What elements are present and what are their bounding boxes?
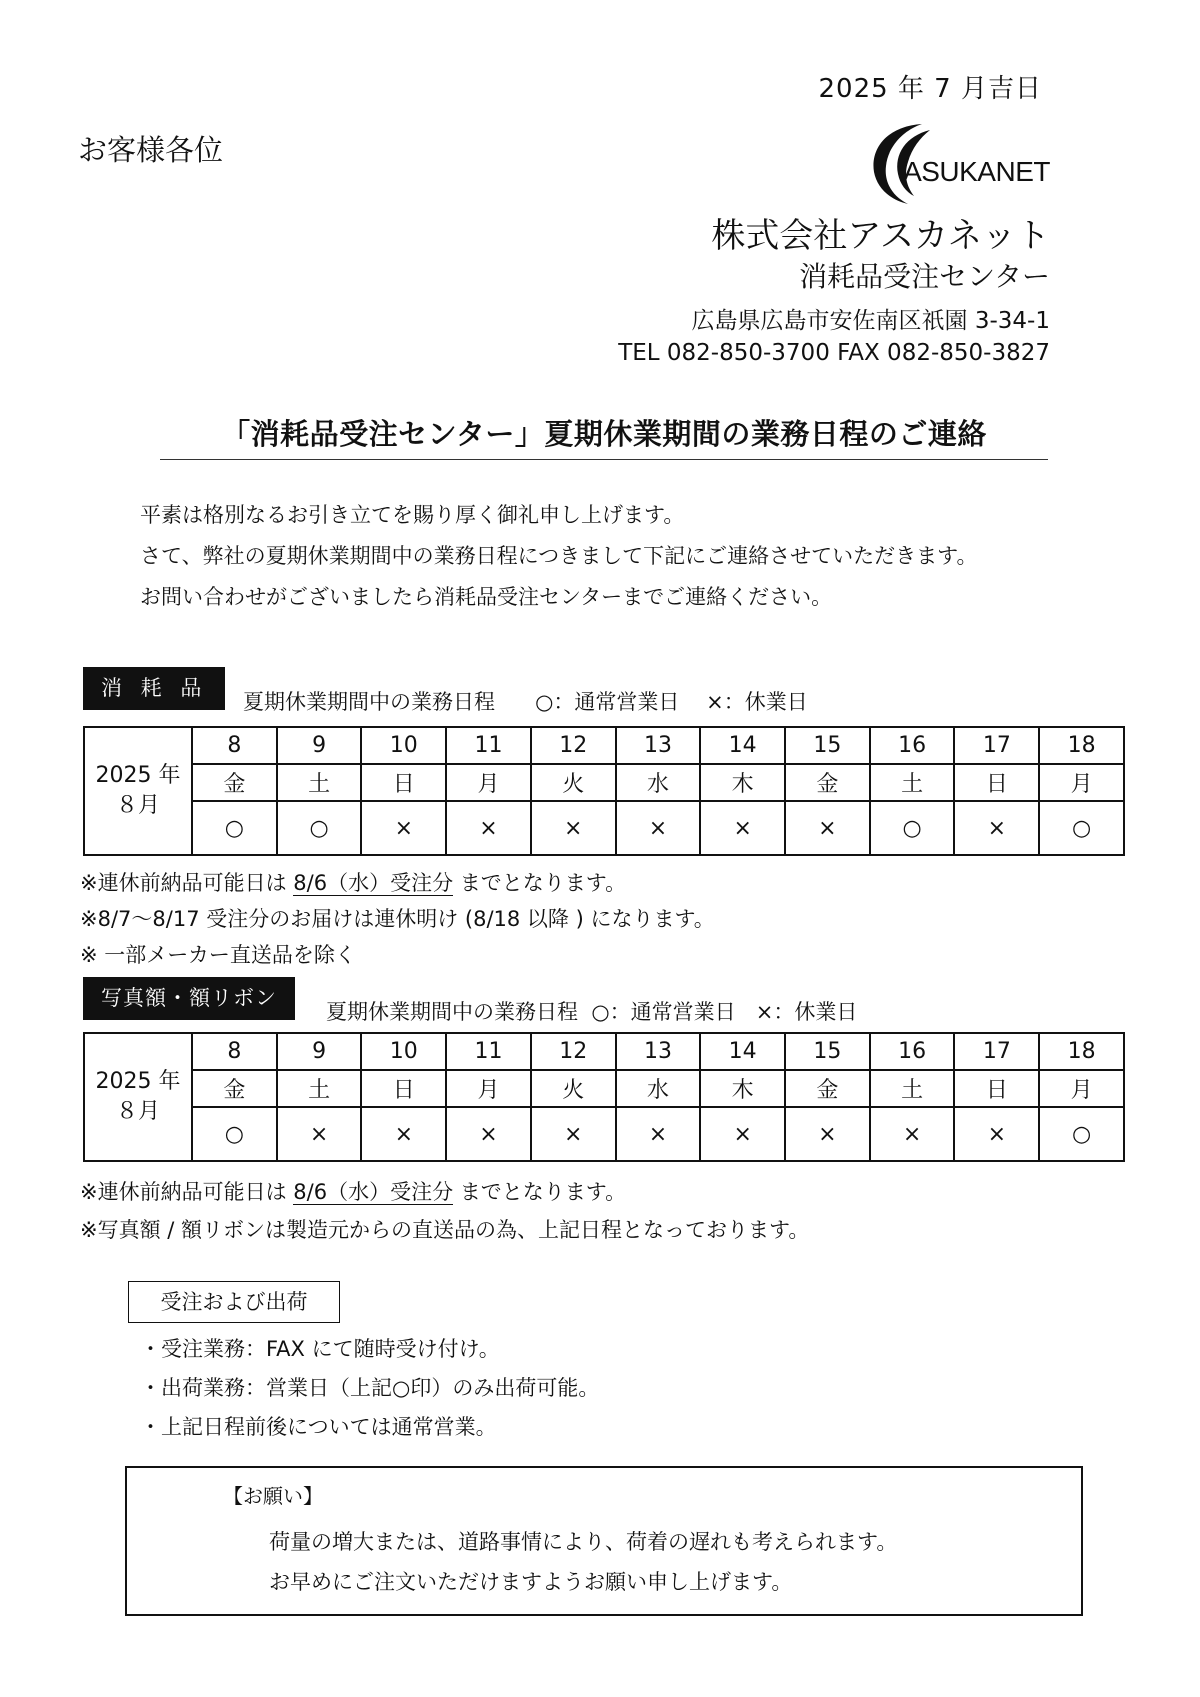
weekday-cell: 金 [192, 764, 277, 801]
month-label: ８月 [115, 793, 160, 818]
status-row [84, 801, 1124, 855]
status-cell: × [446, 1107, 531, 1161]
status-cell: ○ [1039, 801, 1124, 855]
day-cell: 9 [277, 1033, 362, 1070]
weekday-cell: 日 [361, 764, 446, 801]
year-month-cell [84, 727, 192, 855]
company-address: 広島県広島市安佐南区祇園 3-34-1 [691, 308, 1050, 334]
weekday-cell: 月 [446, 764, 531, 801]
intro-line: 平素は格別なるお引き立てを賜り厚く御礼申し上げます。 [140, 503, 685, 527]
day-cell: 9 [277, 727, 362, 764]
request-line: お早めにご注文いただけますようお願い申し上げます。 [269, 1570, 793, 1594]
consumables-legend [243, 686, 808, 716]
weekday-cell: 月 [446, 1070, 531, 1107]
status-cell: × [785, 801, 870, 855]
day-cell: 14 [700, 727, 785, 764]
day-cell: 12 [531, 1033, 616, 1070]
day-cell: 15 [785, 1033, 870, 1070]
status-cell: × [531, 1107, 616, 1161]
frames-calendar [83, 1032, 1125, 1162]
bullet-item: ・受注業務：FAX にて随時受け付け。 [140, 1337, 500, 1361]
status-cell: × [531, 801, 616, 855]
weekday-cell: 金 [785, 1070, 870, 1107]
status-cell: × [361, 801, 446, 855]
document-date: 2025 年 7 月吉日 [818, 74, 1042, 104]
day-cell: 13 [616, 1033, 701, 1070]
status-cell: × [277, 1107, 362, 1161]
status-cell: ○ [192, 1107, 277, 1161]
weekday-cell: 土 [870, 764, 955, 801]
weekday-row [84, 764, 1124, 801]
weekday-cell: 土 [870, 1070, 955, 1107]
consumables-calendar [83, 726, 1125, 856]
contact-numbers: TEL 082-850-3700 FAX 082-850-3827 [618, 340, 1050, 366]
frames-section-label: 写真額・額リボン [83, 977, 295, 1020]
weekday-cell: 土 [277, 764, 362, 801]
weekday-cell: 月 [1039, 764, 1124, 801]
consumables-note-2: ※8/7〜8/17 受注分のお届けは連休明け (8/18 以降 ) になります。 [80, 907, 715, 931]
status-cell: ○ [870, 801, 955, 855]
legend-title: 夏期休業期間中の業務日程 [326, 1000, 578, 1024]
logo-text: ASUKANET [903, 156, 1050, 187]
weekday-cell: 金 [192, 1070, 277, 1107]
legend-title: 夏期休業期間中の業務日程 [243, 690, 495, 714]
status-cell: × [446, 801, 531, 855]
day-cell: 8 [192, 727, 277, 764]
company-name: 株式会社アスカネット [711, 216, 1050, 256]
frames-note-1 [80, 1176, 626, 1206]
company-logo [860, 118, 1050, 206]
weekday-cell: 土 [277, 1070, 362, 1107]
note-underlined: 8/6（水）受注分 [293, 1180, 454, 1204]
status-cell: ○ [1039, 1107, 1124, 1161]
day-cell: 13 [616, 727, 701, 764]
weekday-cell: 水 [616, 1070, 701, 1107]
status-cell: × [954, 801, 1039, 855]
day-cell: 11 [446, 1033, 531, 1070]
status-cell: ○ [277, 801, 362, 855]
legend-open: ○：通常営業日 [535, 690, 680, 714]
status-cell: × [616, 801, 701, 855]
weekday-cell: 火 [531, 1070, 616, 1107]
status-cell: × [700, 801, 785, 855]
legend-open: ○：通常営業日 [591, 1000, 736, 1024]
day-cell: 10 [361, 727, 446, 764]
weekday-cell: 木 [700, 764, 785, 801]
weekday-cell: 火 [531, 764, 616, 801]
day-cell: 15 [785, 727, 870, 764]
weekday-cell: 水 [616, 764, 701, 801]
consumables-section-label: 消 耗 品 [83, 667, 225, 710]
weekday-row [84, 1070, 1124, 1107]
orders-section-label: 受注および出荷 [128, 1281, 340, 1323]
year-month-cell [84, 1033, 192, 1161]
day-cell: 18 [1039, 1033, 1124, 1070]
weekday-cell: 月 [1039, 1070, 1124, 1107]
status-row [84, 1107, 1124, 1161]
status-cell: × [954, 1107, 1039, 1161]
status-cell: ○ [192, 801, 277, 855]
day-cell: 14 [700, 1033, 785, 1070]
day-cell: 16 [870, 727, 955, 764]
note-text: までとなります。 [453, 871, 627, 895]
intro-text [140, 495, 977, 618]
consumables-note-3: ※ 一部メーカー直送品を除く [80, 943, 356, 967]
day-cell: 12 [531, 727, 616, 764]
day-cell: 10 [361, 1033, 446, 1070]
day-cell: 11 [446, 727, 531, 764]
bullet-item: ・上記日程前後については通常営業。 [140, 1415, 497, 1439]
department-name: 消耗品受注センター [799, 260, 1050, 293]
year-label: 2025 年 [95, 1069, 181, 1094]
legend-closed: ×：休業日 [706, 690, 808, 714]
status-cell: × [616, 1107, 701, 1161]
note-text: までとなります。 [453, 1180, 627, 1204]
status-cell: × [361, 1107, 446, 1161]
weekday-cell: 日 [954, 1070, 1039, 1107]
request-title: 【お願い】 [223, 1484, 323, 1508]
status-cell: × [700, 1107, 785, 1161]
intro-line: お問い合わせがございましたら消耗品受注センターまでご連絡ください。 [140, 585, 833, 609]
request-box [125, 1466, 1083, 1616]
legend-closed: ×：休業日 [755, 1000, 858, 1024]
year-label: 2025 年 [95, 763, 181, 788]
status-cell: × [870, 1107, 955, 1161]
weekday-cell: 日 [954, 764, 1039, 801]
bullet-item: ・出荷業務：営業日（上記○印）のみ出荷可能。 [140, 1376, 600, 1400]
days-row [84, 727, 1124, 764]
note-text: ※連休前納品可能日は [80, 1180, 294, 1204]
day-cell: 18 [1039, 727, 1124, 764]
request-line: 荷量の増大または、道路事情により、荷着の遅れも考えられます。 [269, 1530, 898, 1554]
note-text: ※連休前納品可能日は [80, 871, 294, 895]
day-cell: 16 [870, 1033, 955, 1070]
orders-bullets [140, 1330, 599, 1447]
weekday-cell: 木 [700, 1070, 785, 1107]
frames-legend [326, 996, 857, 1026]
month-label: ８月 [115, 1099, 160, 1124]
days-row [84, 1033, 1124, 1070]
notice-title: 「消耗品受注センター」夏期休業期間の業務日程のご連絡 [160, 412, 1048, 460]
recipient: お客様各位 [78, 133, 224, 167]
note-underlined: 8/6（水）受注分 [293, 871, 454, 895]
weekday-cell: 日 [361, 1070, 446, 1107]
status-cell: × [785, 1107, 870, 1161]
day-cell: 17 [954, 727, 1039, 764]
frames-note-2: ※写真額 / 額リボンは製造元からの直送品の為、上記日程となっております。 [80, 1218, 810, 1242]
consumables-note-1 [80, 867, 626, 897]
intro-line: さて、弊社の夏期休業期間中の業務日程につきまして下記にご連絡させていただきます。 [140, 544, 978, 568]
day-cell: 8 [192, 1033, 277, 1070]
day-cell: 17 [954, 1033, 1039, 1070]
weekday-cell: 金 [785, 764, 870, 801]
